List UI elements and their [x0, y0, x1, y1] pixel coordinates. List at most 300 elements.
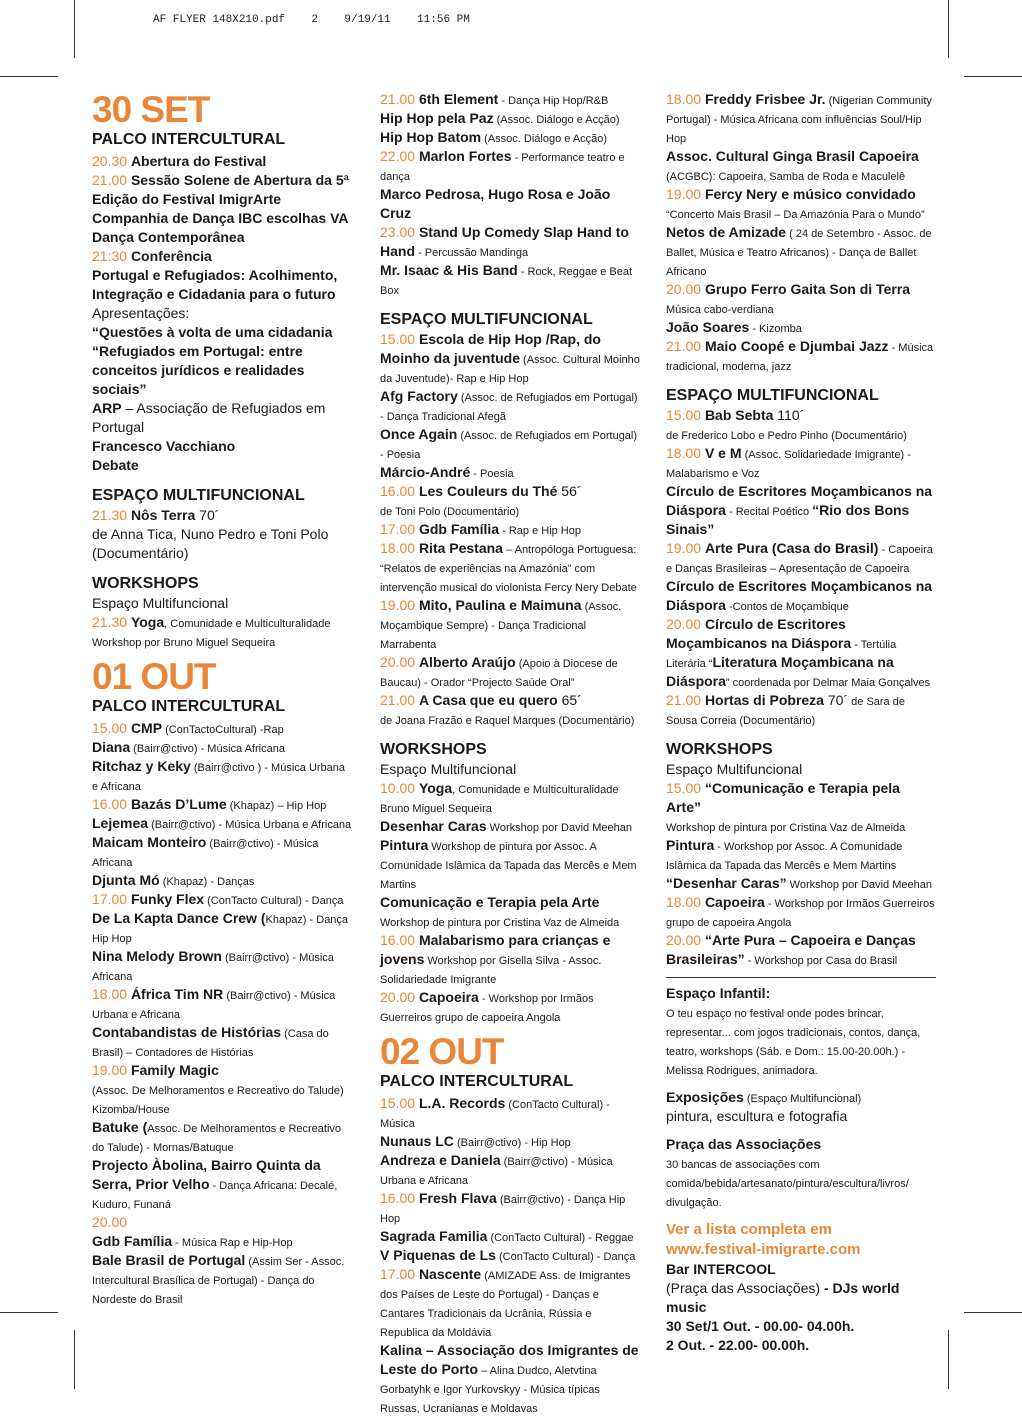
event-title: Afg Factory: [380, 388, 458, 404]
event-title: Les Couleurs du Thé: [418, 483, 558, 499]
event-time: 18.00: [666, 445, 705, 461]
event-title: Pintura: [666, 837, 715, 853]
program-entry: [666, 874, 936, 893]
program-entry: [380, 185, 642, 223]
event-title: Márcio-André: [380, 464, 471, 480]
event-title: “Arte Pura – Capoeira e Danças Brasileiras”: [666, 932, 916, 967]
event-detail: (Assoc. Diálogo e Acção): [481, 133, 608, 145]
program-entry: [380, 539, 642, 596]
event-title: Hip Hop pela Paz: [380, 110, 494, 126]
event-detail: Workshop por David Meehan: [486, 822, 632, 834]
program-entry: [380, 653, 642, 691]
program-entry: [380, 836, 642, 893]
event-detail: – Antropóloga Portuguesa: “Relatos de experiências na Amazónia” com intervenção musical do violonista Fercy Nery Debate: [380, 544, 637, 594]
date-heading: 01 OUT: [92, 656, 216, 697]
program-entry: [666, 779, 936, 817]
event-title: Batuke (: [92, 1119, 148, 1135]
program-entry: [380, 691, 642, 710]
event-detail: Workshop de pintura por Cristina Vaz de Almeida: [380, 917, 620, 929]
event-title: João Soares: [666, 319, 750, 335]
event-detail: (ACGBC): Capoeira, Samba de Roda e Maculelê: [666, 171, 906, 183]
event-title: Círculo de Escritores Moçambicanos na Diáspora: [666, 616, 852, 651]
event-detail: de Frederico Lobo e Pedro Pinho (Documentário): [666, 430, 907, 442]
event-title: Francesco Vacchiano: [92, 438, 236, 454]
event-detail: -Contos de Moçambique: [725, 601, 849, 613]
event-detail: (Khapaz) – Hip Hop: [226, 800, 327, 812]
event-detail: “Concerto Mais Brasil – Da Amazónia Para o Mundo”: [666, 209, 925, 221]
program-entry: [666, 1107, 936, 1126]
program-entry: [92, 613, 354, 651]
event-time: 21.00: [380, 692, 419, 708]
event-detail: (Casa do Brasil) – Contadores de Histórias: [92, 1028, 329, 1059]
program-entry: [92, 738, 354, 757]
program-entry: [92, 506, 354, 525]
program-entry: [380, 90, 642, 109]
event-detail: (ConTacto Cultural) - Dança: [204, 895, 344, 907]
program-entry: [380, 1265, 642, 1341]
event-title: Bazás D’Lume: [130, 796, 227, 812]
program-entry: [666, 691, 936, 729]
program-entry: [380, 520, 642, 539]
program-entry: [380, 261, 642, 299]
event-detail: (Assoc. Moçambique Sempre) - Dança Tradicional Marrabenta: [380, 601, 622, 651]
program-entry: [666, 1279, 936, 1317]
event-title: Escola de Hip Hop /Rap, do Moinho da juventude: [380, 331, 601, 366]
program-entry: [92, 1213, 354, 1232]
date-heading: 30 SET: [92, 89, 210, 130]
event-detail: de Anna Tica, Nuno Pedro e Toni Polo (Documentário): [92, 526, 329, 561]
event-time: 18.00: [666, 91, 705, 107]
program-entry: [666, 615, 936, 691]
event-detail: (Praça das Associações): [666, 1280, 821, 1296]
event-time: 20.00: [666, 932, 705, 948]
program-entry: [380, 779, 642, 817]
event-detail: - Dança Africana: Decalé, Kuduro, Funaná: [92, 1180, 338, 1211]
program-entry: [666, 318, 936, 337]
event-title: Yoga: [418, 780, 453, 796]
date-heading: 02 OUT: [380, 1031, 504, 1072]
event-title: V Piquenas de Ls: [380, 1247, 496, 1263]
program-entry: [666, 406, 936, 425]
program-entry: [380, 988, 642, 1026]
program-entry: [666, 1135, 936, 1154]
program-entry: [380, 128, 642, 147]
event-time: 15.00: [380, 331, 419, 347]
program-entry: [666, 539, 936, 577]
program-entry: [666, 204, 936, 223]
event-title: - DJs world music: [666, 1280, 900, 1315]
program-entry: [666, 482, 936, 539]
event-title: Rita Pestana: [418, 540, 503, 556]
event-title: Malabarismo para crianças e jovens: [380, 932, 611, 967]
event-time: 18.00: [92, 986, 131, 1002]
event-title: 6th Element: [418, 91, 499, 107]
program-entry: [380, 912, 642, 931]
event-time: 21.00: [92, 172, 131, 188]
event-detail: 30 bancas de associações com comida/bebida/artesanato/pintura/escultura/livros/ divulgação.: [666, 1159, 909, 1209]
program-entry: [666, 299, 936, 318]
program-entry: [92, 1023, 354, 1061]
crop-mark: [74, 0, 75, 58]
event-title: Pintura: [380, 837, 429, 853]
program-entry: [92, 266, 354, 304]
event-time: 20.00: [92, 1214, 128, 1230]
crop-mark: [948, 0, 949, 58]
venue-heading: PALCO INTERCULTURAL: [92, 131, 286, 148]
program-entry: [92, 719, 354, 738]
event-detail: - Rock, Reggae e Beat Box: [380, 266, 633, 297]
venue-heading: PALCO INTERCULTURAL: [380, 1073, 574, 1090]
event-detail: Workshop de pintura por Cristina Vaz de Almeida: [666, 822, 906, 834]
event-detail: (Assoc. Solidariedade Imigrante) - Malabarismo e Voz: [666, 449, 911, 480]
event-detail: de Toni Polo (Documentário): [380, 506, 520, 518]
column-2: [380, 90, 642, 1417]
event-time: 20.00: [666, 616, 705, 632]
event-time: 18.00: [666, 894, 705, 910]
program-entry: [92, 1156, 354, 1213]
print-header: AF FLYER 148X210.pdf 2 9/19/11 11:56 PM: [153, 14, 470, 26]
program-entry: [92, 304, 354, 323]
program-entry: [666, 425, 936, 444]
program-entry: [380, 1189, 642, 1227]
program-entry: [380, 330, 642, 387]
event-title: L.A. Records: [418, 1095, 506, 1111]
event-title: Comunicação e Terapia pela Arte: [380, 894, 600, 910]
event-detail: - Tertúlia Literária “: [666, 639, 897, 670]
program-entry: [666, 1317, 936, 1336]
event-time: 21:30: [92, 248, 131, 264]
program-entry: [92, 947, 354, 985]
event-detail: Assoc. De Melhoramentos e Recreativo do Talude) - Mornas/Batuque: [92, 1123, 342, 1154]
event-title: Sessão Solene de Abertura da 5ª Edição do Festival ImigrArte Companhia de Dança IBC escolhas VA Dança Contemporânea: [92, 172, 349, 245]
event-detail: Música cabo-verdiana: [666, 304, 774, 316]
program-entry: [92, 909, 354, 947]
event-detail: de Sara de Sousa Correia (Documentário): [666, 696, 905, 727]
event-title: “Desenhar Caras”: [666, 875, 787, 891]
spacer: [666, 1079, 936, 1088]
program-entry: [666, 90, 936, 147]
event-time: 17.00: [380, 1266, 419, 1282]
program-entry: [92, 1251, 354, 1308]
event-detail: , Comunidade e Multiculturalidade Bruno Miguel Sequeira: [380, 784, 619, 815]
event-detail: (Bairr@ctivo) - Música Urbana e Africana: [92, 990, 336, 1021]
event-title: Contabandistas de Histórias: [92, 1024, 282, 1040]
event-detail: - Workshop por Casa do Brasil: [744, 955, 898, 967]
event-detail: 56´: [557, 483, 582, 499]
event-title: Portugal e Refugiados: Acolhimento, Integração e Cidadania para o futuro: [92, 267, 338, 302]
program-entry: [92, 171, 354, 247]
event-time: 17.00: [92, 891, 131, 907]
event-title: ARP: [92, 400, 122, 416]
event-title: África Tim NR: [130, 986, 224, 1002]
event-detail: ” coordenada por Delmar Maia Gonçalves: [725, 677, 931, 689]
event-time: 16.00: [92, 796, 131, 812]
event-title: “Questões à volta de uma cidadania “Refugiados em Portugal: entre conceitos jurídicos e realidades sociais”: [92, 324, 333, 397]
event-time: 19.00: [92, 1062, 131, 1078]
program-entry: [666, 836, 936, 874]
event-title: Gdb Família: [92, 1233, 173, 1249]
event-title: Projecto Àbolina, Bairro Quinta da Serra, Prior Velho: [92, 1157, 321, 1192]
event-title: Freddy Frisbee Jr.: [704, 91, 826, 107]
crop-mark: [964, 1312, 1022, 1313]
program-entry: [380, 1246, 642, 1265]
event-time: 19.00: [380, 597, 419, 613]
event-title: Mr. Isaac & His Band: [380, 262, 518, 278]
event-title: Fresh Flava: [418, 1190, 497, 1206]
event-title: Family Magic: [130, 1062, 219, 1078]
program-entry: [666, 817, 936, 836]
program-entry: [92, 757, 354, 795]
event-detail: (Assoc. de Refugiados em Portugal) - Poesia: [380, 430, 638, 461]
event-detail: – Alina Dudco, Aletvtina Gorbatyhk e Igor Yurkovskyy - Música típicas Russas, Ucranianas e Moldavas: [380, 1365, 600, 1415]
program-entry: [666, 147, 936, 166]
event-title: Grupo Ferro Gaita Son di Terra: [704, 281, 911, 297]
program-entry: [92, 1118, 354, 1156]
program-entry: [92, 890, 354, 909]
program-entry: [92, 1080, 354, 1118]
event-detail: ( 24 de Setembro - Assoc. de Ballet, Música e Teatro Africanos) - Dança de Ballet Africano: [666, 228, 932, 278]
program-entry: [92, 437, 354, 456]
section-heading: WORKSHOPS: [92, 575, 199, 592]
divider: [666, 977, 936, 978]
program-entry: [666, 337, 936, 375]
event-title: Nôs Terra: [130, 507, 196, 523]
event-detail: 110´: [773, 407, 805, 423]
program-entry: [92, 323, 354, 399]
event-detail: Workshop por David Meehan: [786, 879, 932, 891]
event-detail: Workshop de pintura por Assoc. A Comunidade Islâmica da Tapada das Mercês e Mem Martins: [380, 841, 637, 891]
program-entry: [380, 1151, 642, 1189]
event-detail: (ConTacto Cultural) - Dança: [495, 1251, 636, 1263]
event-detail: - Música tradicional, moderna, jazz: [666, 342, 934, 373]
crop-mark: [0, 1312, 58, 1313]
event-detail: (Assoc. Diálogo e Acção): [493, 114, 620, 126]
event-detail: - Rap e Hip Hop: [499, 525, 581, 537]
crop-mark: [74, 1330, 75, 1389]
program-entry: [380, 501, 642, 520]
event-title: Andreza e Daniela: [380, 1152, 501, 1168]
program-entry: [92, 871, 354, 890]
program-entry: [380, 817, 642, 836]
event-detail: Workshop por Gisella Silva - Assoc. Solidariedade Imigrante: [380, 955, 602, 986]
event-title: Debate: [92, 457, 139, 473]
event-detail: Khapaz) - Dança Hip Hop: [92, 914, 349, 945]
event-detail: (AMIZADE Ass. de Imigrantes dos Países de Leste do Portugal) - Danças e Cantares Tradicionais da Ucrânia, Rússia e Republica da Moldávia: [380, 1270, 631, 1339]
section-heading: WORKSHOPS: [666, 741, 773, 758]
event-title: Sagrada Familia: [380, 1228, 488, 1244]
program-entry: [380, 596, 642, 653]
event-time: 18.00: [380, 540, 419, 556]
event-time: 21.30: [92, 614, 131, 630]
event-detail: (Bairr@ctivo) - Hip Hop: [453, 1137, 571, 1149]
program-entry: [380, 147, 642, 185]
spacer: [666, 1126, 936, 1135]
event-time: 21.00: [666, 692, 705, 708]
event-detail: - Workshop por Irmãos Guerreiros grupo de capoeira Angola: [380, 993, 594, 1024]
venue-heading: PALCO INTERCULTURAL: [92, 698, 286, 715]
event-title: Bab Sebta: [704, 407, 774, 423]
event-time: 22.00: [380, 148, 419, 164]
event-detail: (Bairr@ctivo) - Música Urbana e Africana: [380, 1156, 613, 1187]
event-detail: - Música Rap e Hip-Hop: [172, 1237, 293, 1249]
event-detail: Apresentações:: [92, 305, 190, 321]
event-title: Marlon Fortes: [418, 148, 512, 164]
event-time: 15.00: [666, 407, 705, 423]
program-entry: [666, 280, 936, 299]
event-time: 20.00: [666, 281, 705, 297]
program-entry: [92, 399, 354, 437]
event-detail: pintura, escultura e fotografia: [666, 1108, 848, 1124]
event-detail: (Bairr@ctivo) - Música Africana: [92, 952, 334, 983]
program-entry: [666, 1260, 936, 1279]
program-entry: [92, 456, 354, 475]
event-detail: (Apoio à Diocese de Baucau) - Orador “Projecto Saúde Oral”: [380, 658, 618, 689]
crop-mark: [0, 76, 58, 77]
event-title: Desenhar Caras: [380, 818, 487, 834]
event-title: Literatura Moçambicana na Diáspora: [666, 654, 894, 689]
event-detail: (Bairr@ctivo) - Dança Hip Hop: [380, 1194, 626, 1225]
event-detail: - Capoeira e Danças Brasileiras – Apresentação de Capoeira: [666, 544, 933, 575]
event-detail: - Workshop por Irmãos Guerreiros grupo de capoeira Angola: [666, 898, 935, 929]
event-title: De La Kapta Dance Crew (: [92, 910, 266, 926]
event-title: Mito, Paulina e Maimuna: [418, 597, 582, 613]
event-title: Marco Pedrosa, Hugo Rosa e João Cruz: [380, 186, 611, 221]
event-time: 16.00: [380, 483, 419, 499]
event-detail: (ConTactoCultural) -Rap: [162, 724, 284, 736]
program-entry: [666, 577, 936, 615]
event-detail: (Assoc. de Refugiados em Portugal) - Dança Tradicional Afegã: [380, 392, 638, 423]
event-time: 19.00: [666, 540, 705, 556]
program-entry: [380, 223, 642, 261]
program-entry: [666, 1003, 936, 1079]
event-title: Lejemea: [92, 815, 149, 831]
program-entry: [380, 893, 642, 912]
event-detail: (Assoc. De Melhoramentos e Recreativo do Talude) Kizomba/House: [92, 1085, 344, 1116]
program-entry: [380, 387, 642, 425]
event-detail: (Bairr@ctivo) - Música Africana: [92, 838, 319, 869]
event-time: 15.00: [666, 780, 705, 796]
event-title: 30 Set/1 Out. - 00.00- 04.00h.: [666, 1318, 855, 1334]
program-entry: [380, 1227, 642, 1246]
program-entry: [92, 594, 354, 613]
program-entry: [380, 1094, 642, 1132]
website-link[interactable]: www.festival-imigrarte.com: [666, 1241, 861, 1258]
event-time: 19.00: [666, 186, 705, 202]
program-entry: [666, 1336, 936, 1355]
event-title: Abertura do Festival: [130, 153, 267, 169]
event-title: “Comunicação e Terapia pela Arte”: [666, 780, 900, 815]
program-entry: [92, 247, 354, 266]
event-title: Ritchaz y Keky: [92, 758, 191, 774]
column-3: [666, 90, 936, 1355]
event-detail: (Assim Ser - Assoc. Intercultural Brasílica de Portugal) - Dança do Nordeste do Brasil: [92, 1256, 345, 1306]
event-title: Kalina – Associação dos Imigrantes de Leste do Porto: [380, 1342, 639, 1377]
event-title: Capoeira: [704, 894, 765, 910]
program-entry: [380, 1132, 642, 1151]
event-title: Exposições: [666, 1089, 744, 1105]
event-title: A Casa que eu quero: [418, 692, 558, 708]
program-entry: [666, 893, 936, 931]
event-detail: 65´: [557, 692, 582, 708]
event-time: 20.00: [380, 654, 419, 670]
event-time: 16.00: [380, 1190, 419, 1206]
program-entry: [92, 985, 354, 1023]
event-detail: de Joana Frazão e Raquel Marques (Documentário): [380, 715, 635, 727]
program-entry: [92, 1061, 354, 1080]
event-title: 2 Out. - 22.00- 00.00h.: [666, 1337, 810, 1353]
event-title: Bar INTERCOOL: [666, 1261, 776, 1277]
program-entry: [380, 760, 642, 779]
event-detail: (ConTacto Cultural) - Reggae: [487, 1232, 634, 1244]
event-title: Funky Flex: [130, 891, 205, 907]
event-detail: - Percussão Mandinga: [415, 247, 529, 259]
event-title: Capoeira: [418, 989, 479, 1005]
program-entry: [92, 152, 354, 171]
event-time: 21.30: [92, 507, 131, 523]
website-link[interactable]: Ver a lista completa em: [666, 1221, 832, 1238]
event-time: 16.00: [380, 932, 419, 948]
event-detail: - Poesia: [470, 468, 514, 480]
event-title: Espaço Infantil:: [666, 985, 771, 1001]
event-title: Círculo de Escritores Moçambicanos na Diáspora: [666, 578, 933, 613]
event-detail: (Nigerian Community Portugal) - Música Africana com influências Soul/Hip Hop: [666, 95, 932, 145]
event-title: Maio Coopé e Djumbai Jazz: [704, 338, 889, 354]
event-detail: (Bairr@ctivo) - Música Urbana e Africana: [148, 819, 352, 831]
program-entry: [92, 833, 354, 871]
crop-mark: [964, 76, 1022, 77]
program-entry: [380, 463, 642, 482]
program-entry: [666, 1154, 936, 1211]
event-title: Hortas di Pobreza: [704, 692, 824, 708]
section-heading: WORKSHOPS: [380, 741, 487, 758]
event-time: 20.00: [380, 989, 419, 1005]
event-detail: – Associação de Refugiados em Portugal: [92, 400, 326, 435]
event-detail: - Workshop por Assoc. A Comunidade Islâmica da Tapada das Mercês e Mem Martins: [666, 841, 903, 872]
section-heading: ESPAÇO MULTIFUNCIONAL: [380, 311, 593, 328]
event-detail: 70´: [195, 507, 220, 523]
event-detail: (Assoc. Cultural Moinho da Juventude)- Rap e Hip Hop: [380, 354, 640, 385]
event-time: 21.00: [380, 91, 419, 107]
event-title: Yoga: [130, 614, 165, 630]
spacer: [666, 1211, 936, 1220]
event-time: 17.00: [380, 521, 419, 537]
event-title: Círculo de Escritores Moçambicanos na Diáspora: [666, 483, 933, 518]
event-title: Nunaus LC: [380, 1133, 454, 1149]
event-detail: - Kizomba: [749, 323, 802, 335]
event-title: Arte Pura (Casa do Brasil): [704, 540, 879, 556]
event-detail: (ConTacto Cultural) - Música: [380, 1099, 610, 1130]
section-heading: ESPAÇO MULTIFUNCIONAL: [92, 487, 305, 504]
event-detail: , Comunidade e Multiculturalidade Workshop por Bruno Miguel Sequeira: [92, 618, 331, 649]
program-entry: [92, 1232, 354, 1251]
crop-mark: [948, 1330, 949, 1389]
event-title: Conferência: [130, 248, 212, 264]
event-detail: (Khapaz) - Danças: [159, 876, 255, 888]
program-entry: [666, 185, 936, 204]
event-detail: - Performance teatro e dança: [380, 152, 625, 183]
program-entry: [666, 1088, 936, 1107]
event-detail: Espaço Multifuncional: [92, 595, 229, 611]
event-time: 15.00: [92, 720, 131, 736]
event-title: Alberto Araújo: [418, 654, 516, 670]
event-title: Djunta Mó: [92, 872, 160, 888]
event-time: 20.30: [92, 153, 131, 169]
event-title: Diana: [92, 739, 131, 755]
event-detail: Espaço Multifuncional: [380, 761, 517, 777]
program-entry: [380, 425, 642, 463]
event-time: 21.00: [666, 338, 705, 354]
program-entry: [666, 223, 936, 280]
